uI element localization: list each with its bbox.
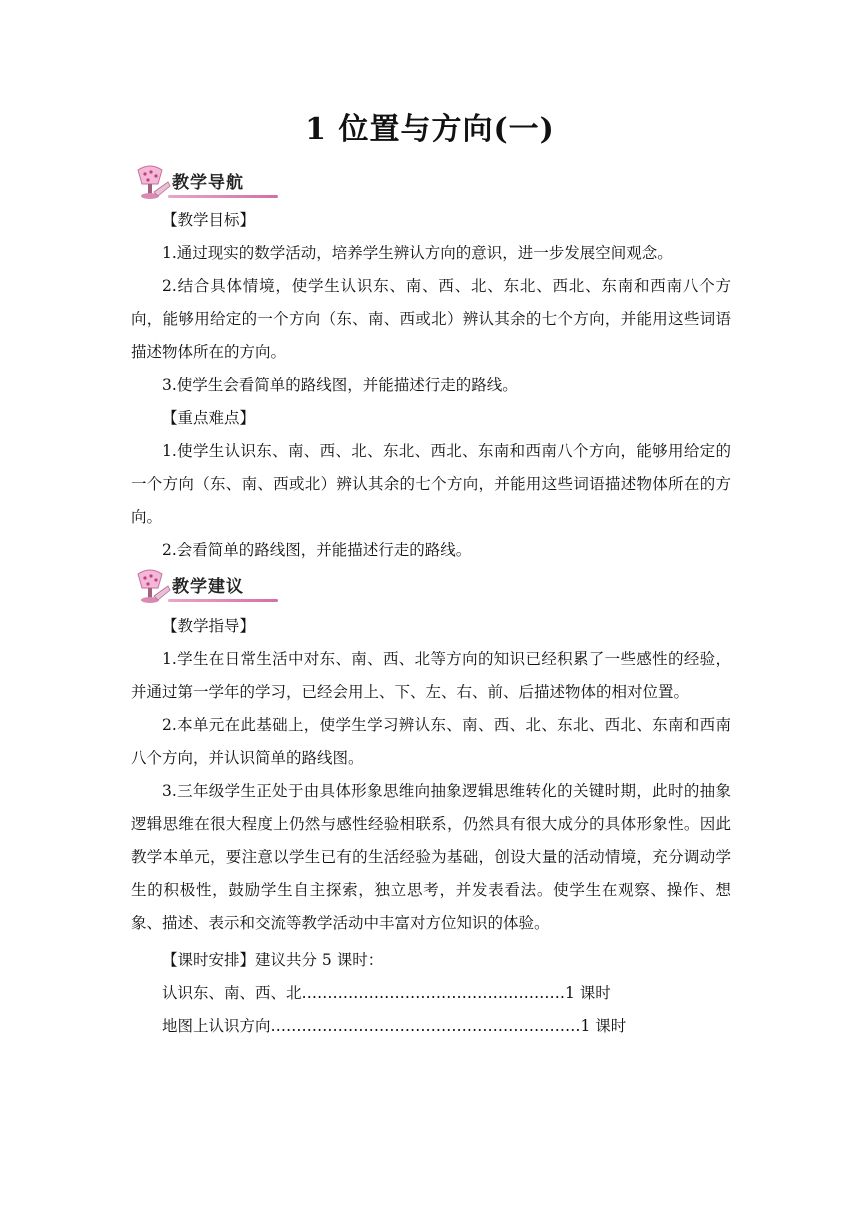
section-teaching-guide <box>131 204 731 567</box>
goal-item: 1.通过现实的数学活动，培养学生辨认方向的意识，进一步发展空间观念。 <box>162 244 673 262</box>
schedule-topic: 地图上认识方向 <box>162 1017 271 1035</box>
goal-item: 2.结合具体情境，使学生认识东、南、西、北、东北、西北、东南和西南八个方向，能够用给定的一个方向（东、南、西或北）辨认其余的七个方向，并能用这些词语描述物体所在的方向。 <box>131 277 731 361</box>
goals-heading: 【教学目标】 <box>162 211 256 229</box>
leader-dots: …………………………………………………… <box>270 1017 581 1035</box>
leader-dots: …………………………………………… <box>301 984 566 1002</box>
section-banner-label: 教学建议 <box>172 577 244 597</box>
section-teaching-suggestions <box>131 610 731 1043</box>
schedule-hours: 1 课时 <box>580 1017 627 1035</box>
banner-underline <box>168 599 278 602</box>
key-point-item: 1.使学生认识东、南、西、北、东北、西北、东南和西南八个方向，能够用给定的一个方向（东、南、西或北）辨认其余的七个方向，并能用这些词语描述物体所在的方向。 <box>131 442 731 526</box>
section-banner-label: 教学导航 <box>172 173 244 193</box>
key-point-item: 2.会看简单的路线图，并能描述行走的路线。 <box>162 541 472 559</box>
banner-underline <box>168 195 278 198</box>
key-points-heading: 【重点难点】 <box>162 409 256 427</box>
lamp-icon <box>128 162 172 206</box>
goal-item: 3.使学生会看简单的路线图，并能描述行走的路线。 <box>162 376 518 394</box>
guidance-item: 3.三年级学生正处于由具体形象思维向抽象逻辑思维转化的关键时期，此时的抽象逻辑思维在很大程度上仍然与感性经验相联系，仍然具有很大成分的具体形象性。因此教学本单元，要注意以学生已有的生活经验为基础，创设大量的活动情境，充分调动学生的积极性，鼓励学生自主探索，独立思考，并发表看法。使学生在观察、操作、想象、描述、表示和交流等教学活动中丰富对方位知识的体验。 <box>131 782 731 932</box>
schedule-topic: 认识东、南、西、北 <box>162 984 302 1002</box>
schedule-row <box>131 1010 731 1043</box>
section-banner-guide <box>128 162 278 206</box>
lamp-icon <box>128 566 172 610</box>
section-banner-suggest <box>128 566 278 610</box>
guidance-heading: 【教学指导】 <box>162 617 256 635</box>
guidance-item: 2.本单元在此基础上，使学生学习辨认东、南、西、北、东北、西北、东南和西南八个方向，并认识简单的路线图。 <box>131 716 731 767</box>
schedule-heading: 【课时安排】建议共分 5 课时： <box>162 951 384 969</box>
schedule-hours: 1 课时 <box>565 984 611 1002</box>
page-title: 1 位置与方向(一) <box>305 112 555 147</box>
guidance-item: 1.学生在日常生活中对东、南、西、北等方向的知识已经积累了一些感性的经验，并通过第一学年的学习，已经会用上、下、左、右、前、后描述物体的相对位置。 <box>131 650 731 701</box>
schedule-row <box>131 977 731 1010</box>
